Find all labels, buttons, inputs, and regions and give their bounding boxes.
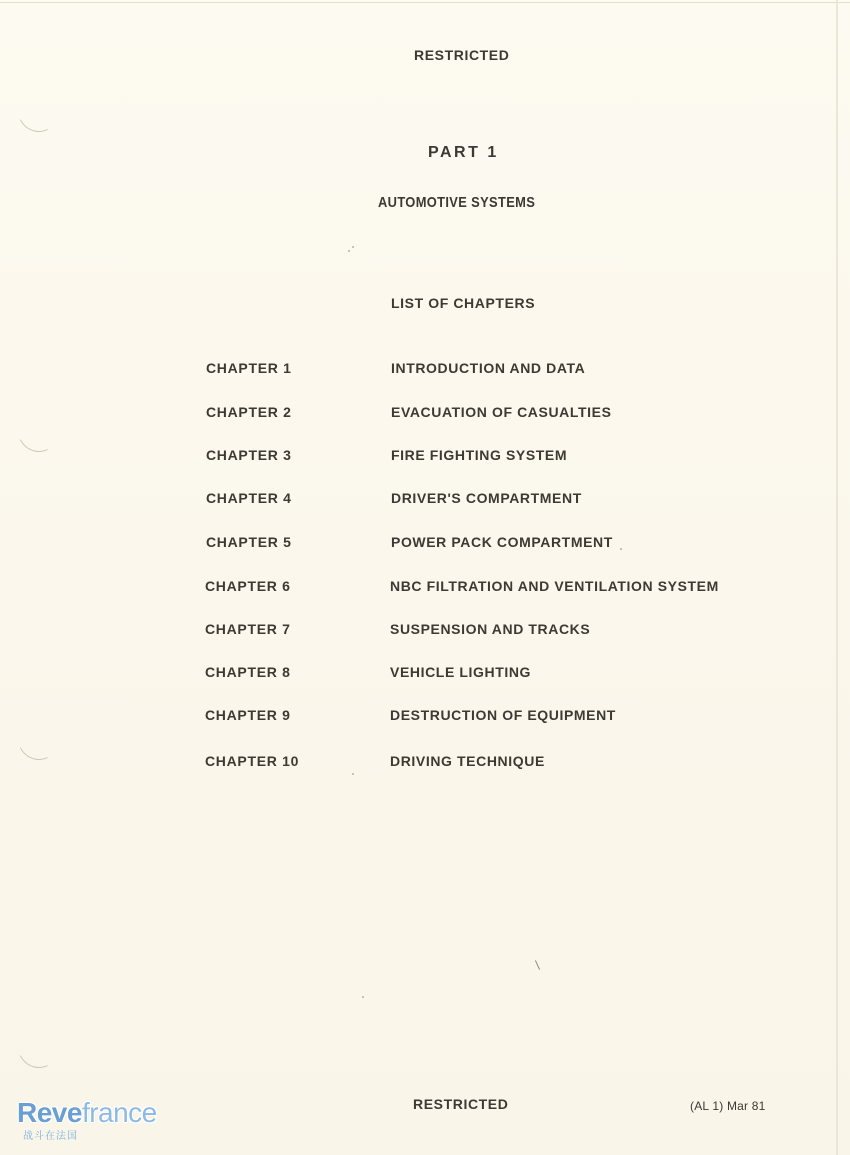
chapter-number: CHAPTER 4 — [206, 490, 292, 506]
chapter-row — [0, 447, 850, 467]
watermark-brand — [17, 1097, 157, 1129]
chapter-number: CHAPTER 9 — [205, 707, 291, 723]
chapter-row — [0, 404, 850, 424]
chapter-row — [0, 664, 850, 684]
chapter-number: CHAPTER 10 — [205, 753, 300, 769]
amendment-date: (AL 1) Mar 81 — [690, 1099, 766, 1113]
chapter-number: CHAPTER 7 — [205, 621, 291, 637]
chapter-number: CHAPTER 6 — [205, 578, 291, 594]
page-edge-top — [0, 2, 850, 3]
chapter-title: DESTRUCTION OF EQUIPMENT — [390, 707, 616, 723]
chapter-title: POWER PACK COMPARTMENT — [391, 534, 613, 550]
paper-speck — [348, 250, 350, 252]
part-label: PART 1 — [428, 144, 499, 161]
paper-mark — [535, 960, 540, 969]
chapter-row — [0, 578, 850, 598]
watermark-brand-light: france — [81, 1097, 157, 1128]
chapter-title: INTRODUCTION AND DATA — [391, 360, 586, 376]
paper-speck — [352, 246, 354, 248]
punch-hole-mark — [12, 84, 66, 138]
chapter-row — [0, 534, 850, 554]
chapter-title: NBC FILTRATION AND VENTILATION SYSTEM — [390, 578, 719, 594]
chapter-number: CHAPTER 2 — [206, 404, 292, 420]
chapter-number: CHAPTER 3 — [206, 447, 292, 463]
paper-speck — [352, 773, 354, 775]
chapter-title: DRIVER'S COMPARTMENT — [391, 490, 582, 506]
chapter-title: SUSPENSION AND TRACKS — [390, 621, 591, 637]
chapter-row — [0, 707, 850, 727]
classification-header: RESTRICTED — [414, 47, 510, 63]
chapter-number: CHAPTER 5 — [206, 534, 292, 550]
chapter-title: EVACUATION OF CASUALTIES — [391, 404, 612, 420]
watermark-brand-main: Reve — [17, 1097, 82, 1128]
watermark-subtitle: 战斗在法国 — [23, 1131, 78, 1142]
chapter-title: FIRE FIGHTING SYSTEM — [391, 447, 568, 463]
chapter-row — [0, 360, 850, 380]
chapter-title: DRIVING TECHNIQUE — [390, 753, 545, 769]
punch-hole-mark — [12, 1020, 66, 1074]
watermark-logo — [17, 1097, 157, 1143]
chapter-row — [0, 490, 850, 510]
part-title: AUTOMOTIVE SYSTEMS — [378, 194, 536, 211]
chapter-number: CHAPTER 8 — [205, 664, 291, 680]
chapter-number: CHAPTER 1 — [206, 360, 292, 376]
chapter-row — [0, 753, 850, 773]
chapter-row — [0, 621, 850, 641]
toc-title: LIST OF CHAPTERS — [391, 295, 536, 311]
classification-footer: RESTRICTED — [413, 1096, 509, 1112]
chapter-title: VEHICLE LIGHTING — [390, 664, 532, 680]
paper-speck — [362, 996, 364, 998]
